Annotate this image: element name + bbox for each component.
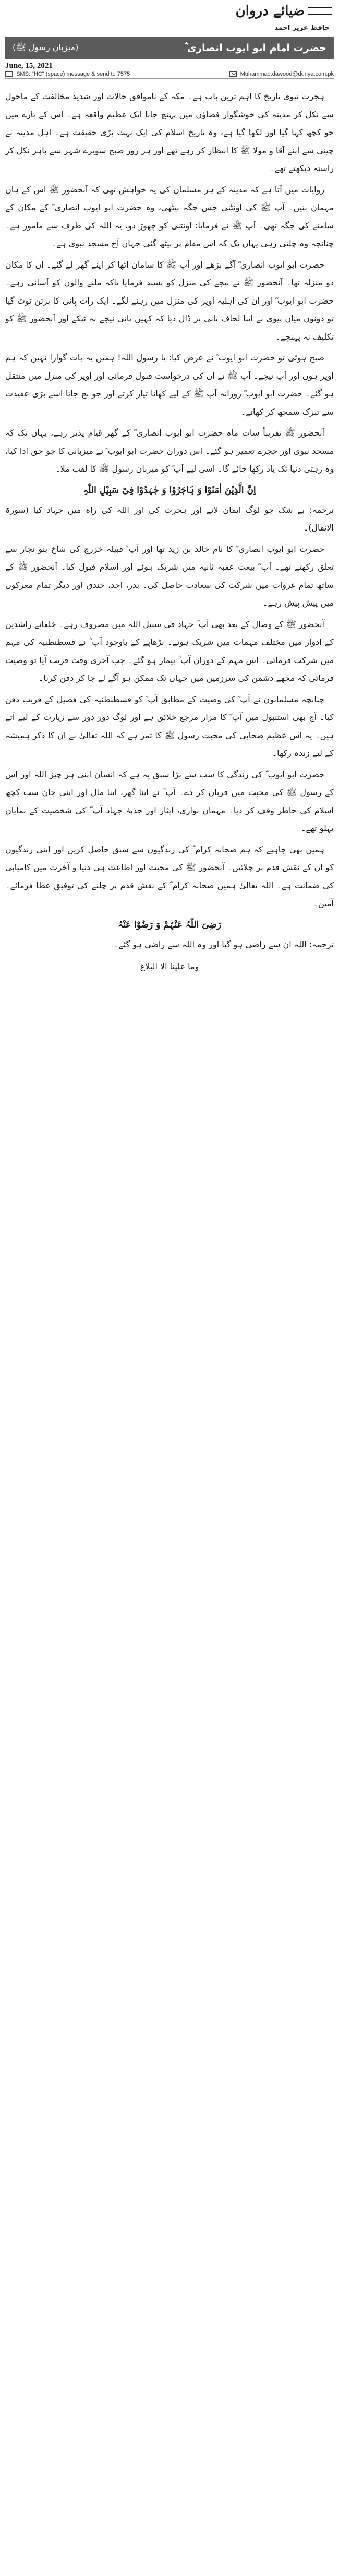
article-paragraph: ہمیں بھی چاہیے کہ ہم صحابہ کرام ؓ کی زندگیوں سے سبق حاصل کریں اور اپنی زندگیوں کو ان کے نقش قدم پر چلائیں۔ آنحضور ﷺ کی محبت اور اطاعت ہی دنیا و آخرت میں کامیابی کی ضمانت ہے۔ اللہ تعالیٰ ہمیں صحابہ کرام ؓ کے نقش قدم پر چلنے کی توفیق عطا فرمائے۔ آمین۔ bbox=[5, 844, 334, 908]
verse-translation: ترجمہ: بے شک جو لوگ ایمان لائے اور ہجرت کی اور اللہ کی راہ میں جہاد کیا (سورۃ الانفال)۔ bbox=[5, 504, 334, 533]
article-body bbox=[5, 88, 334, 976]
verse-translation: ترجمہ: اللہ ان سے راضی ہو گیا اور وہ اللہ سے راضی ہو گئے۔ bbox=[113, 939, 334, 949]
email-text[interactable]: Muhammad.dawood@dunya.com.pk bbox=[240, 71, 334, 77]
article-paragraph: حضرت ابو ایوب ؓ کی زندگی کا سب سے بڑا سبق یہ ہے کہ انسان اپنی ہر چیز اللہ اور اس کے رسول ﷺ کی محبت میں قربان کر دے۔ آپ ؓ نے اپنا گھر، اپنا مال اور اپنی جان سب کچھ اسلام کی خاطر وقف کر دیا۔ مہمان نوازی، ایثار اور جذبۂ جہاد آپ ؓ کی شخصیت کے نمایاں پہلو تھے۔ bbox=[5, 769, 334, 833]
mail-icon bbox=[229, 71, 237, 77]
headline-subtitle: (میزبان رسول ﷺ) bbox=[13, 42, 79, 52]
quran-verse: اِنَّ الَّذِیْنَ اٰمَنُوْا وَ ہَاجَرُوْا وَ جٰہَدُوْا فِیْ سَبِیْلِ اللّٰہِ bbox=[83, 485, 256, 496]
article-paragraph: چنانچہ مسلمانوں نے آپ ؓ کی وصیت کے مطابق آپ ؓ کو قسطنطنیہ کی فصیل کے قریب دفن کیا۔ آج بھی استنبول میں آپ ؓ کا مزار مرجع خلائق ہے اور لوگ دور دور سے زیارت کے لیے آتے ہیں۔ یہ اس عظیم صحابی کی محبت رسول ﷺ کا ثمر ہے کہ اللہ تعالیٰ نے ان کا ذکر ہمیشہ کے لیے زندہ رکھا۔ bbox=[5, 694, 334, 758]
author-byline: حافظ عزیز احمد bbox=[274, 24, 330, 32]
masthead-ornament bbox=[308, 7, 332, 15]
article-paragraph: آنحضور ﷺ تقریباً سات ماہ حضرت ابو ایوب انصاری ؓ کے گھر قیام پذیر رہے، یہاں تک کہ مسجد نبوی اور حجرے تعمیر ہو گئے۔ اس دوران حضرت ابو ایوب ؓ نے میزبانی کا جو حق ادا کیا، وہ رہتی دنیا تک یاد رکھا جائے گا۔ اسی لیے آپ ؓ کو میزبان رسول ﷺ کا لقب ملا۔ bbox=[5, 428, 334, 474]
article-paragraph: روایات میں آتا ہے کہ مدینہ کے ہر مسلمان کی یہ خواہش تھی کہ آنحضور ﷺ اس کے ہاں مہمان بنیں۔ آپ ﷺ کی اونٹنی جس جگہ بیٹھی، وہ حضرت ابو ایوب انصاری ؓ کے مکان کے سامنے کی جگہ تھی۔ آپ ﷺ نے فرمایا: اونٹنی کو چھوڑ دو، یہ اللہ کی طرف سے مامور ہے۔ چنانچہ وہ چلتی رہی یہاں تک کہ اس مقام پر بیٹھ گئی جہاں آج مسجد نبوی ہے۔ bbox=[5, 184, 334, 248]
article-paragraph: حضرت ابو ایوب انصاری ؓ کا نام خالد بن زید تھا اور آپ ؓ قبیلہ خزرج کی شاخ بنو نجار سے تعلق رکھتے تھے۔ آپ ؓ بیعت عقبہ ثانیہ میں شریک ہوئے اور اسلام قبول کیا۔ آنحضور ﷺ کے ساتھ تمام غزوات میں شرکت کی سعادت حاصل کی۔ بدر، احد، خندق اور دیگر تمام معرکوں میں پیش پیش رہے۔ bbox=[5, 544, 334, 608]
contact-row bbox=[5, 71, 334, 79]
closing-line: وما علینا الا البلاغ bbox=[140, 961, 199, 971]
quran-verse: رَضِیَ اللّٰہُ عَنْہُمْ وَ رَضُوْا عَنْہُ bbox=[117, 919, 222, 930]
article-paragraph: صبح ہوئی تو حضرت ابو ایوب ؓ نے عرض کیا: یا رسول اللہ! ہمیں یہ بات گوارا نہیں کہ ہم اوپر ہوں اور آپ نیچے۔ آپ ﷺ نے ان کی درخواست قبول فرمائی اور اوپر کی منزل میں منتقل ہو گئے۔ حضرت ابو ایوب ؓ روزانہ آپ ﷺ کے لیے کھانا تیار کرتے اور جو بچ جاتا اسے بڑی عقیدت سے تبرک سمجھ کر کھاتے۔ bbox=[5, 353, 334, 417]
headline-title: حضرت امام ابو ایوب انصاری ؓ bbox=[185, 42, 326, 54]
sms-text: SMS: "HC" (space) message & send to 7575 bbox=[16, 71, 130, 77]
masthead-title: ضیائے دروان bbox=[235, 3, 305, 19]
article-paragraph: حضرت ابو ایوب انصاری ؓ آگے بڑھے اور آپ ﷺ کا سامان اٹھا کر اپنے گھر لے گئے۔ ان کا مکان دو منزلہ تھا۔ آنحضور ﷺ نے نیچے کی منزل کو پسند فرمایا تاکہ ملنے والوں کو آسانی رہے۔ حضرت ابو ایوب ؓ اور ان کی اہلیہ اوپر کی منزل میں رہنے لگے۔ ایک رات پانی کا برتن ٹوٹ گیا تو دونوں میاں بیوی نے اپنا لحاف پانی پر ڈال دیا کہ کہیں پانی نیچے نہ ٹپکے اور آنحضور ﷺ کو تکلیف نہ پہنچے۔ bbox=[5, 259, 334, 342]
article-paragraph: ہجرت نبوی تاریخ کا اہم ترین باب ہے۔ مکہ کے ناموافق حالات اور شدید مخالفت کے ماحول سے نکل کر مدینہ کی خوشگوار فضاؤں میں پہنچ جانا ایک عظیم واقعہ ہے۔ اس کے بارے میں جو کچھ کہا گیا اور لکھا گیا ہے، وہ تاریخ اسلام کی ایک بہت بڑی حقیقت ہے۔ اہل مدینہ بے چینی سے اپنے آقا و مولا ﷺ کا انتظار کر رہے تھے اور ہر روز صبح سویرے شہر سے باہر نکل کر راستہ دیکھتے تھے۔ bbox=[5, 91, 334, 173]
publication-date: June, 15, 2021 bbox=[5, 62, 53, 70]
article-paragraph: آنحضور ﷺ کے وصال کے بعد بھی آپ ؓ جہاد فی سبیل اللہ میں مصروف رہے۔ خلفائے راشدین کے ادوار میں مختلف مہمات میں شریک ہوئے۔ بڑھاپے کے باوجود آپ ؓ نے قسطنطنیہ کی مہم میں شرکت فرمائی۔ اس مہم کے دوران آپ ؓ بیمار ہو گئے۔ جب آخری وقت قریب آیا تو وصیت فرمائی کہ مجھے دشمن کی سرزمین میں جہاں تک ممکن ہو آگے لے جا کر دفن کرنا۔ bbox=[5, 619, 334, 683]
sms-info bbox=[5, 71, 130, 77]
masthead bbox=[236, 3, 332, 19]
headline-bar bbox=[5, 37, 334, 59]
email-info[interactable] bbox=[229, 71, 334, 77]
column-header bbox=[0, 0, 339, 78]
sms-icon bbox=[5, 71, 13, 77]
